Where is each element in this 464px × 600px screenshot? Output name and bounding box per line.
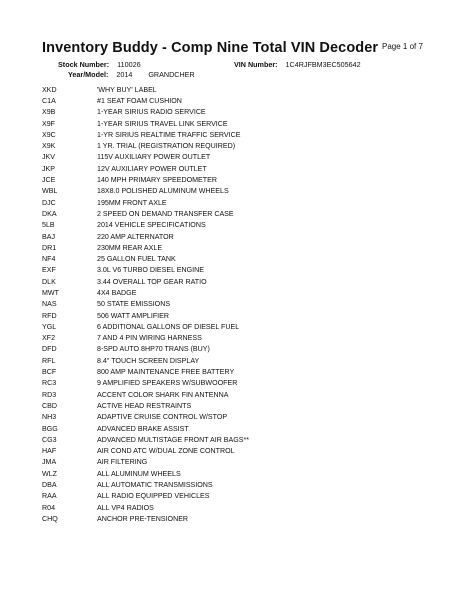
option-row <box>42 197 442 208</box>
option-row <box>42 378 442 389</box>
option-description: 7 AND 4 PIN WIRING HARNESS <box>97 334 202 343</box>
option-code: X9F <box>42 119 56 128</box>
option-code: DBA <box>42 481 57 490</box>
option-row <box>42 299 442 310</box>
option-row <box>42 355 442 366</box>
option-code: 5LB <box>42 221 55 230</box>
option-code: CG3 <box>42 435 57 444</box>
vin-number-field <box>234 60 361 69</box>
option-description: #1 SEAT FOAM CUSHION <box>97 96 182 105</box>
option-description: 12V AUXILIARY POWER OUTLET <box>97 164 207 173</box>
option-row <box>42 400 442 411</box>
option-row <box>42 310 442 321</box>
option-code: WLZ <box>42 469 57 478</box>
option-row <box>42 287 442 298</box>
option-code: MWT <box>42 288 59 297</box>
option-row <box>42 265 442 276</box>
option-description: 1-YEAR SIRIUS RADIO SERVICE <box>97 108 206 117</box>
year-model-field <box>68 70 195 79</box>
option-code: JMA <box>42 458 57 467</box>
option-description: 220 AMP ALTERNATOR <box>97 232 174 241</box>
option-row <box>42 220 442 231</box>
option-row <box>42 344 442 355</box>
option-row <box>42 412 442 423</box>
option-description: 1-YEAR SIRIUS TRAVEL LINK SERVICE <box>97 119 228 128</box>
option-description: 230MM REAR AXLE <box>97 243 163 252</box>
option-code: CHQ <box>42 514 58 523</box>
option-code: DLK <box>42 277 56 286</box>
option-row <box>42 513 442 524</box>
option-row <box>42 276 442 287</box>
option-row <box>42 107 442 118</box>
option-code: YGL <box>42 322 57 331</box>
option-row <box>42 84 442 95</box>
option-row <box>42 253 442 264</box>
option-code: DFD <box>42 345 57 354</box>
option-code: BCF <box>42 368 57 377</box>
option-row <box>42 434 442 445</box>
option-row <box>42 186 442 197</box>
option-row <box>42 242 442 253</box>
option-code: RC3 <box>42 379 57 388</box>
option-row <box>42 95 442 106</box>
option-code: JKP <box>42 164 56 173</box>
option-description: 25 GALLON FUEL TANK <box>97 255 176 264</box>
option-description: ADAPTIVE CRUISE CONTROL W/STOP <box>97 413 228 422</box>
vin-number-value: 1C4RJFBM3EC505642 <box>285 60 361 69</box>
option-description: ALL AUTOMATIC TRANSMISSIONS <box>97 481 213 490</box>
option-row <box>42 468 442 479</box>
option-code: XKD <box>42 85 57 94</box>
option-code: RAA <box>42 492 57 501</box>
year-model-label: Year/Model: <box>68 70 109 79</box>
model-value: GRANDCHER <box>148 70 195 79</box>
option-row <box>42 129 442 140</box>
option-description: AIR FILTERING <box>97 458 148 467</box>
vin-number-label: VIN Number: <box>234 60 278 69</box>
option-description: 506 WATT AMPLIFIER <box>97 311 170 320</box>
option-description: 2014 VEHICLE SPECIFICATIONS <box>97 221 206 230</box>
option-row <box>42 457 442 468</box>
option-row <box>42 140 442 151</box>
document-title: Inventory Buddy - Comp Nine Total VIN Decoder <box>42 40 379 56</box>
option-row <box>42 366 442 377</box>
option-description: 9 AMPLIFIED SPEAKERS W/SUBWOOFER <box>97 379 238 388</box>
option-description: ACTIVE HEAD RESTRAINTS <box>97 401 192 410</box>
option-code: CBD <box>42 401 57 410</box>
option-description: 'WHY BUY' LABEL <box>97 85 157 94</box>
option-description: 2 SPEED ON DEMAND TRANSFER CASE <box>97 209 234 218</box>
option-row <box>42 446 442 457</box>
option-description: 140 MPH PRIMARY SPEEDOMETER <box>97 176 217 185</box>
option-code: XF2 <box>42 334 56 343</box>
stock-number-value: 110026 <box>117 60 141 69</box>
option-description: ADVANCED BRAKE ASSIST <box>97 424 189 433</box>
option-code: NF4 <box>42 255 56 264</box>
option-row <box>42 491 442 502</box>
page-number: Page 1 of 7 <box>382 42 423 51</box>
stock-number-field <box>58 60 141 69</box>
option-description: 800 AMP MAINTENANCE FREE BATTERY <box>97 368 235 377</box>
option-description: ACCENT COLOR SHARK FIN ANTENNA <box>97 390 229 399</box>
option-code: EXF <box>42 266 56 275</box>
option-description: ALL VP4 RADIOS <box>97 503 154 512</box>
option-row <box>42 208 442 219</box>
option-code: DJC <box>42 198 56 207</box>
option-code: WBL <box>42 187 58 196</box>
option-description: 115V AUXILIARY POWER OUTLET <box>97 153 211 162</box>
option-description: ANCHOR PRE-TENSIONER <box>97 514 189 523</box>
option-code: JCE <box>42 176 56 185</box>
option-row <box>42 333 442 344</box>
stock-number-label: Stock Number: <box>58 60 110 69</box>
option-row <box>42 479 442 490</box>
option-code: RD3 <box>42 390 57 399</box>
option-code: RFD <box>42 311 57 320</box>
option-description: ADVANCED MULTISTAGE FRONT AIR BAGS** <box>97 435 250 444</box>
option-description: 3.44 OVERALL TOP GEAR RATIO <box>97 277 207 286</box>
option-code: X9B <box>42 108 56 117</box>
option-description: ALL ALUMINUM WHEELS <box>97 469 181 478</box>
option-description: 3.0L V6 TURBO DIESEL ENGINE <box>97 266 204 275</box>
option-row <box>42 321 442 332</box>
year-value: 2014 <box>116 70 133 79</box>
option-code: BGG <box>42 424 58 433</box>
option-code: NH3 <box>42 413 57 422</box>
option-code: C1A <box>42 96 56 105</box>
option-description: 18X8.0 POLISHED ALUMINUM WHEELS <box>97 187 229 196</box>
option-row <box>42 502 442 513</box>
option-description: 4X4 BADGE <box>97 288 137 297</box>
option-code: BAJ <box>42 232 56 241</box>
option-row <box>42 231 442 242</box>
option-code: DKA <box>42 209 57 218</box>
option-code: X9C <box>42 130 56 139</box>
option-code: DR1 <box>42 243 57 252</box>
option-description: 1-YR SIRIUS REALTIME TRAFFIC SERVICE <box>97 130 241 139</box>
option-row <box>42 152 442 163</box>
option-row <box>42 423 442 434</box>
option-description: ALL RADIO EQUIPPED VEHICLES <box>97 492 210 501</box>
option-row <box>42 118 442 129</box>
option-description: 50 STATE EMISSIONS <box>97 300 171 309</box>
option-code: R04 <box>42 503 56 512</box>
option-description: 8-SPD AUTO 8HP70 TRANS (BUY) <box>97 345 210 354</box>
option-row <box>42 163 442 174</box>
option-row <box>42 389 442 400</box>
option-description: 6 ADDITIONAL GALLONS OF DIESEL FUEL <box>97 322 240 331</box>
option-description: 8.4" TOUCH SCREEN DISPLAY <box>97 356 200 365</box>
option-code: HAF <box>42 447 57 456</box>
option-description: AIR COND ATC W/DUAL ZONE CONTROL <box>97 447 235 456</box>
option-description: 1 YR. TRIAL (REGISTRATION REQUIRED) <box>97 142 236 151</box>
option-row <box>42 174 442 185</box>
option-code: NAS <box>42 300 57 309</box>
option-code: RFL <box>42 356 56 365</box>
option-code-list <box>42 84 442 525</box>
option-code: X9K <box>42 142 56 151</box>
option-code: JKV <box>42 153 56 162</box>
option-description: 195MM FRONT AXLE <box>97 198 167 207</box>
